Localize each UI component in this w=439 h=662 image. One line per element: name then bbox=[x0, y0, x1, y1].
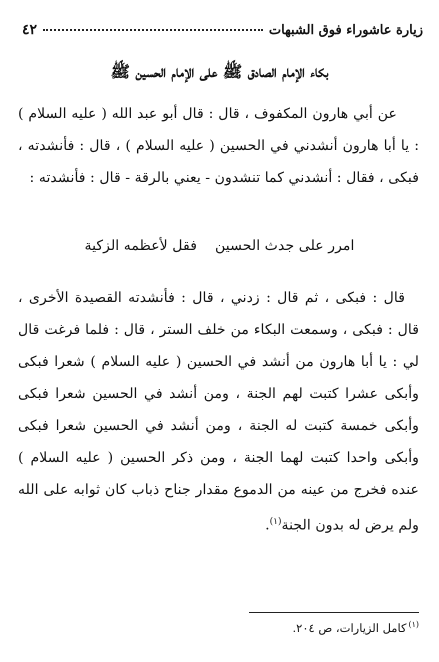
footnote-separator bbox=[249, 612, 419, 613]
verse-first-hemistich: امرر على جدث الحسين bbox=[214, 238, 355, 254]
running-title: زيارة عاشوراء فوق الشبهات bbox=[268, 22, 423, 38]
paragraph-2-body bbox=[18, 282, 419, 542]
footnote bbox=[20, 620, 419, 635]
verse-second-hemistich: فقل لأعظمه الزكية bbox=[84, 238, 197, 254]
paragraph-2-ending: . bbox=[265, 517, 270, 534]
running-header bbox=[22, 18, 423, 42]
header-dotted-leader bbox=[43, 29, 263, 31]
footnote-marker: (١) bbox=[408, 620, 419, 629]
footnote-reference[interactable]: (١) bbox=[269, 517, 282, 527]
paragraph-2-text: قال : فبكى ، ثم قال : زدني ، قال : فأنشدته القصيدة الأخرى ، قال : فبكى ، وسمعت البكاء من خلف الستر ، قال : فلما فرغت قال لي : يا أبا هارون من أنشد في الحسين ( عليه السلام ) شعرا فبكى وأبكى عشرا كتبت لهم الجنة ، ومن أنشد في الحسين شعرا فبكى وأبكى خمسة كتبت له الجنة ، ومن أنشد في الحسين شعرا فبكى وأبكى واحدا كتبت لهما الجنة ، ومن ذكر الحسين ( عليه السلام ) عنده فخرج من عينه من الدموع مقدار جناح ذباب كان ثوابه على الله ولم يرض له بدون الجنة bbox=[18, 290, 419, 534]
poem-verse bbox=[30, 238, 409, 254]
page-number: ٤٢ bbox=[22, 22, 38, 38]
footnote-text: كامل الزيارات، ص ٢٠٤. bbox=[292, 620, 407, 635]
paragraph-2 bbox=[18, 282, 419, 542]
chapter-title: بكاء الإمام الصادق ﷺ على الإمام الحسين ﷺ bbox=[110, 62, 329, 81]
paragraph-1 bbox=[18, 98, 419, 194]
paragraph-1-text: عن أبي هارون المكفوف ، قال : قال أبو عبد الله ( عليه السلام ) : يا أبا هارون أنشدني في الحسين ( عليه السلام ) ، قال : فأنشدته ، فبكى ، فقال : أنشدني كما تنشدون - يعني بالرقة - قال : فأنشدته : bbox=[18, 106, 419, 186]
